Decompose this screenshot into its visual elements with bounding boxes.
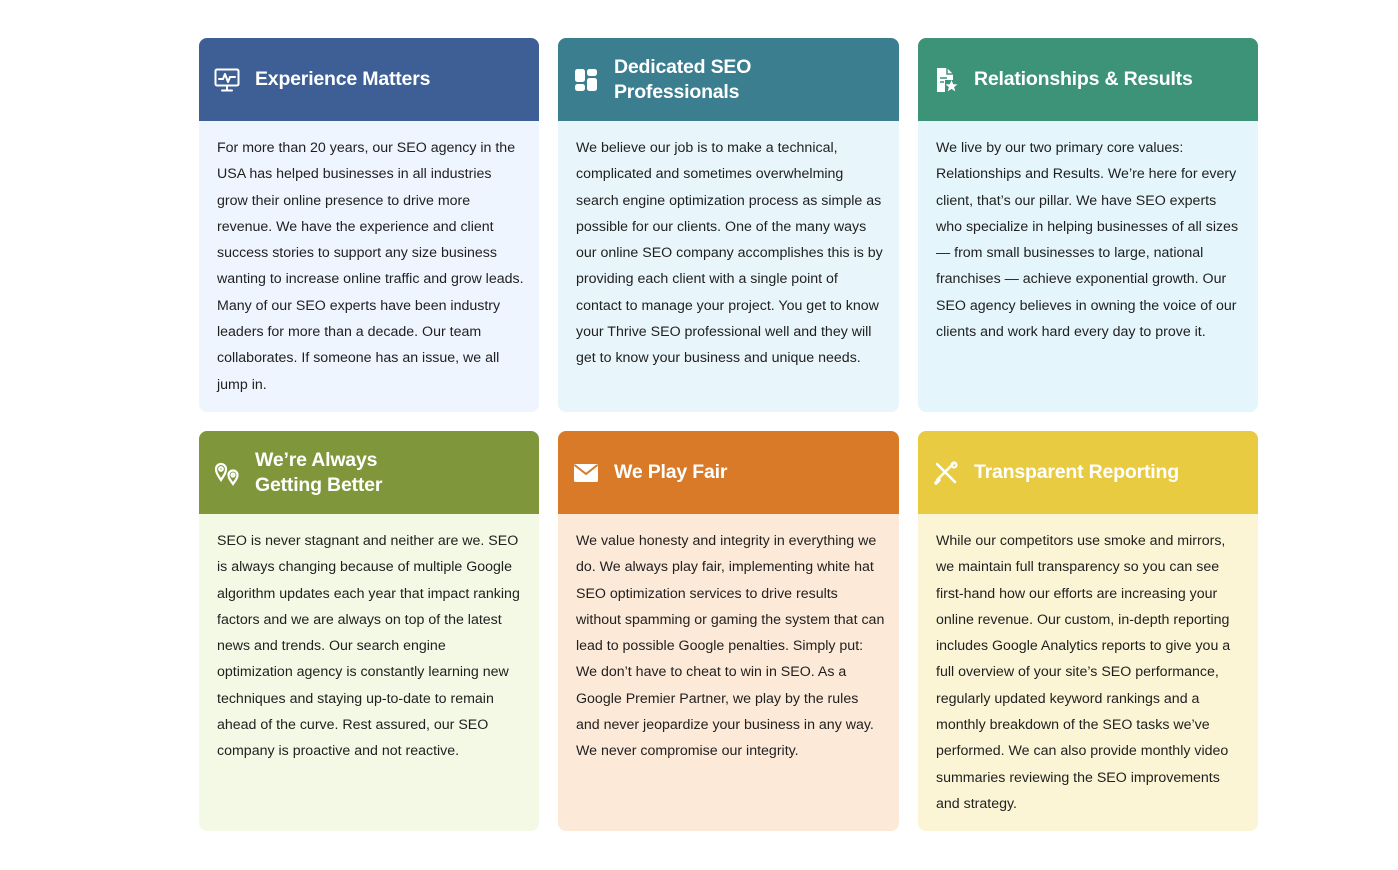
card-text: For more than 20 years, our SEO agency in the USA has helped businesses in all industries grow their online presence to drive more revenue. We have the experience and client success stories to support any size business wanting to increase online traffic and grow leads. Many of our SEO experts have been industry leaders for more than a decade. Our team collaborates. If someone has an issue, we all jump in. [217,140,524,393]
card-title: We Play Fair [614,461,728,483]
card-title: Transparent Reporting [974,461,1179,483]
card-always-getting-better [199,431,539,831]
envelope-icon [572,459,600,487]
card-we-play-fair [558,431,899,831]
card-header [558,431,899,514]
card-body [558,121,899,412]
card-body [199,514,539,831]
card-text: We live by our two primary core values: Relationships and Results. We’re here for every client, that’s our pillar. We have SEO experts who specialize in helping businesses of all sizes — from small businesses to large, national franchises — achieve exponential growth. Our SEO agency believes in owning the voice of our clients and work hard every day to prove it. [936,140,1239,341]
card-header [918,431,1258,514]
card-header [558,38,899,121]
card-title: Dedicated SEO Professionals [614,55,752,103]
tools-icon [932,459,960,487]
card-body [918,514,1258,831]
card-text: We value honesty and integrity in everything we do. We always play fair, implementing white hat SEO optimization services to drive results without spamming or gaming the system that can lead to possible Google penalties. Simply put: We don’t have to cheat to win in SEO. As a Google Premier Partner, we play by the rules and never jeopardize your business in any way. We never compromise our integrity. [576,533,885,760]
card-body [558,514,899,831]
card-body [918,121,1258,412]
card-title: Relationships & Results [974,68,1193,90]
card-text: We believe our job is to make a technical, complicated and sometimes overwhelming search engine optimization process as simple as possible for our clients. One of the many ways our online SEO company accomplishes this is by providing each client with a single point of contact to manage your project. You get to know your Thrive SEO professional well and they will get to know your business and unique needs. [576,140,883,367]
dashboard-grid-icon [572,66,600,94]
monitor-chart-icon [213,66,241,94]
features-grid [199,38,1258,831]
card-title: We’re Always Getting Better [255,448,383,496]
card-header [199,38,539,121]
card-relationships-results [918,38,1258,412]
card-text: SEO is never stagnant and neither are we. SEO is always changing because of multiple Google algorithm updates each year that impact ranking factors and we are always on top of the latest news and trends. Our search engine optimization agency is constantly learning new techniques and staying up-to-date to remain ahead of the curve. Rest assured, our SEO company is proactive and not reactive. [217,533,520,760]
card-body [199,121,539,412]
document-star-icon [932,66,960,94]
location-pins-icon [213,459,241,487]
card-header [918,38,1258,121]
card-title: Experience Matters [255,68,431,90]
card-experience-matters [199,38,539,412]
card-dedicated-seo-professionals [558,38,899,412]
card-text: While our competitors use smoke and mirrors, we maintain full transparency so you can see first-hand how our efforts are increasing your online revenue. Our custom, in-depth reporting includes Google Analytics reports to give you a full overview of your site’s SEO performance, regularly updated keyword rankings and a monthly breakdown of the SEO tasks we’ve performed. We can also provide monthly video summaries reviewing the SEO improvements and strategy. [936,533,1231,812]
card-header [199,431,539,514]
card-transparent-reporting [918,431,1258,831]
